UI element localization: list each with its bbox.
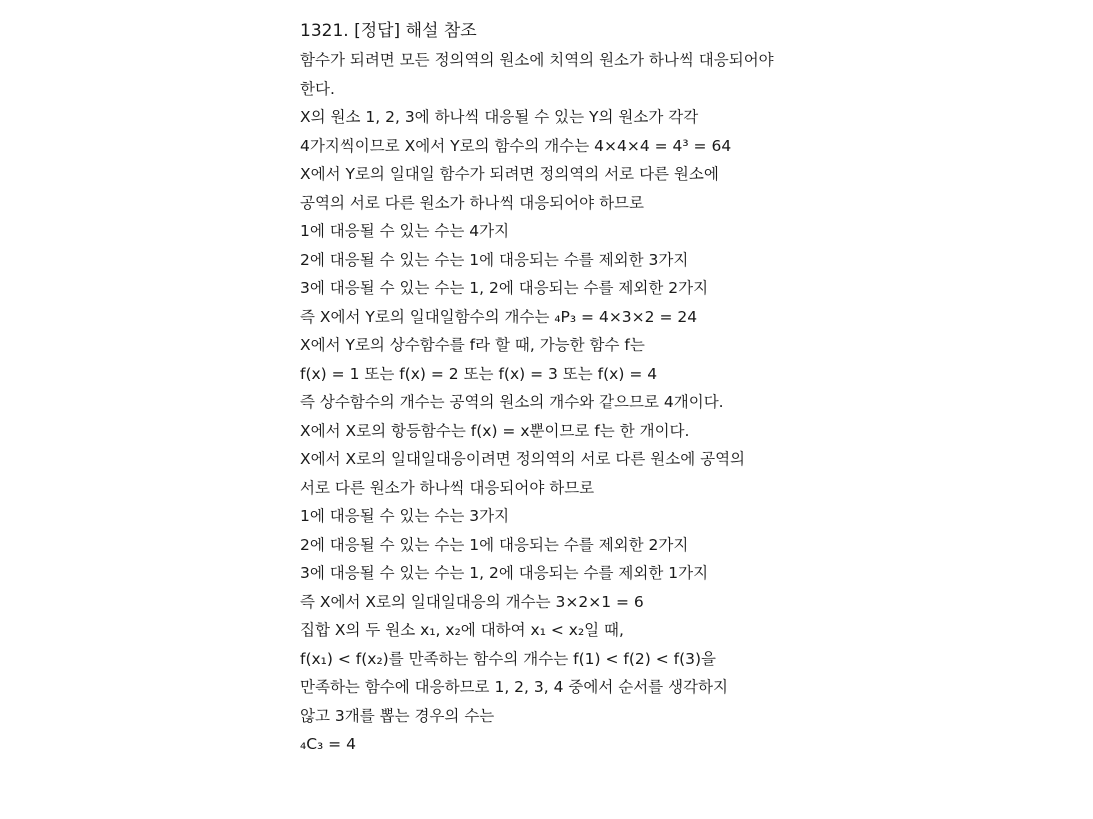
solution-line: X에서 Y로의 일대일 함수가 되려면 정의역의 서로 다른 원소에	[300, 165, 719, 183]
solution-line: 2에 대응될 수 있는 수는 1에 대응되는 수를 제외한 2가지	[300, 535, 689, 554]
solution-line: 3에 대응될 수 있는 수는 1, 2에 대응되는 수를 제외한 1가지	[300, 564, 709, 582]
solution-line: 즉 X에서 X로의 일대일대응의 개수는 3×2×1 = 6	[300, 592, 644, 611]
solution-line: 서로 다른 원소가 하나씩 대응되어야 하므로	[300, 478, 595, 497]
solution-line: 즉 X에서 Y로의 일대일함수의 개수는 ₄P₃ = 4×3×2 = 24	[300, 307, 698, 326]
solution-document	[300, 18, 820, 759]
solution-line: 즉 상수함수의 개수는 공역의 원소의 개수와 같으므로 4개이다.	[300, 393, 724, 411]
solution-line: X에서 X로의 항등함수는 f(x) = x뿐이므로 f는 한 개이다.	[300, 421, 690, 440]
solution-line: ₄C₃ = 4	[300, 735, 356, 753]
problem-heading: 1321. [정답] 해설 참조	[300, 21, 477, 41]
solution-line: 한다.	[300, 79, 335, 98]
solution-line: 1에 대응될 수 있는 수는 4가지	[300, 222, 510, 240]
solution-line: X에서 Y로의 상수함수를 f라 할 때, 가능한 함수 f는	[300, 336, 645, 354]
solution-line: 않고 3개를 뽑는 경우의 수는	[300, 706, 495, 725]
solution-line: X에서 X로의 일대일대응이려면 정의역의 서로 다른 원소에 공역의	[300, 450, 746, 468]
solution-line: f(x) = 1 또는 f(x) = 2 또는 f(x) = 3 또는 f(x) = 4	[300, 364, 658, 383]
solution-line: 4가지씩이므로 X에서 Y로의 함수의 개수는 4×4×4 = 4³ = 64	[300, 136, 732, 155]
solution-line: 집합 X의 두 원소 x₁, x₂에 대하여 x₁ < x₂일 때,	[300, 621, 624, 639]
solution-line: f(x₁) < f(x₂)를 만족하는 함수의 개수는 f(1) < f(2) < f(3)을	[300, 649, 717, 668]
solution-line: 함수가 되려면 모든 정의역의 원소에 치역의 원소가 하나씩 대응되어야	[300, 51, 774, 69]
solution-line: X의 원소 1, 2, 3에 하나씩 대응될 수 있는 Y의 원소가 각각	[300, 108, 699, 126]
solution-line: 3에 대응될 수 있는 수는 1, 2에 대응되는 수를 제외한 2가지	[300, 279, 709, 297]
solution-line: 1에 대응될 수 있는 수는 3가지	[300, 507, 510, 525]
solution-line: 만족하는 함수에 대응하므로 1, 2, 3, 4 중에서 순서를 생각하지	[300, 678, 728, 696]
solution-line: 2에 대응될 수 있는 수는 1에 대응되는 수를 제외한 3가지	[300, 250, 689, 269]
solution-line: 공역의 서로 다른 원소가 하나씩 대응되어야 하므로	[300, 193, 644, 212]
